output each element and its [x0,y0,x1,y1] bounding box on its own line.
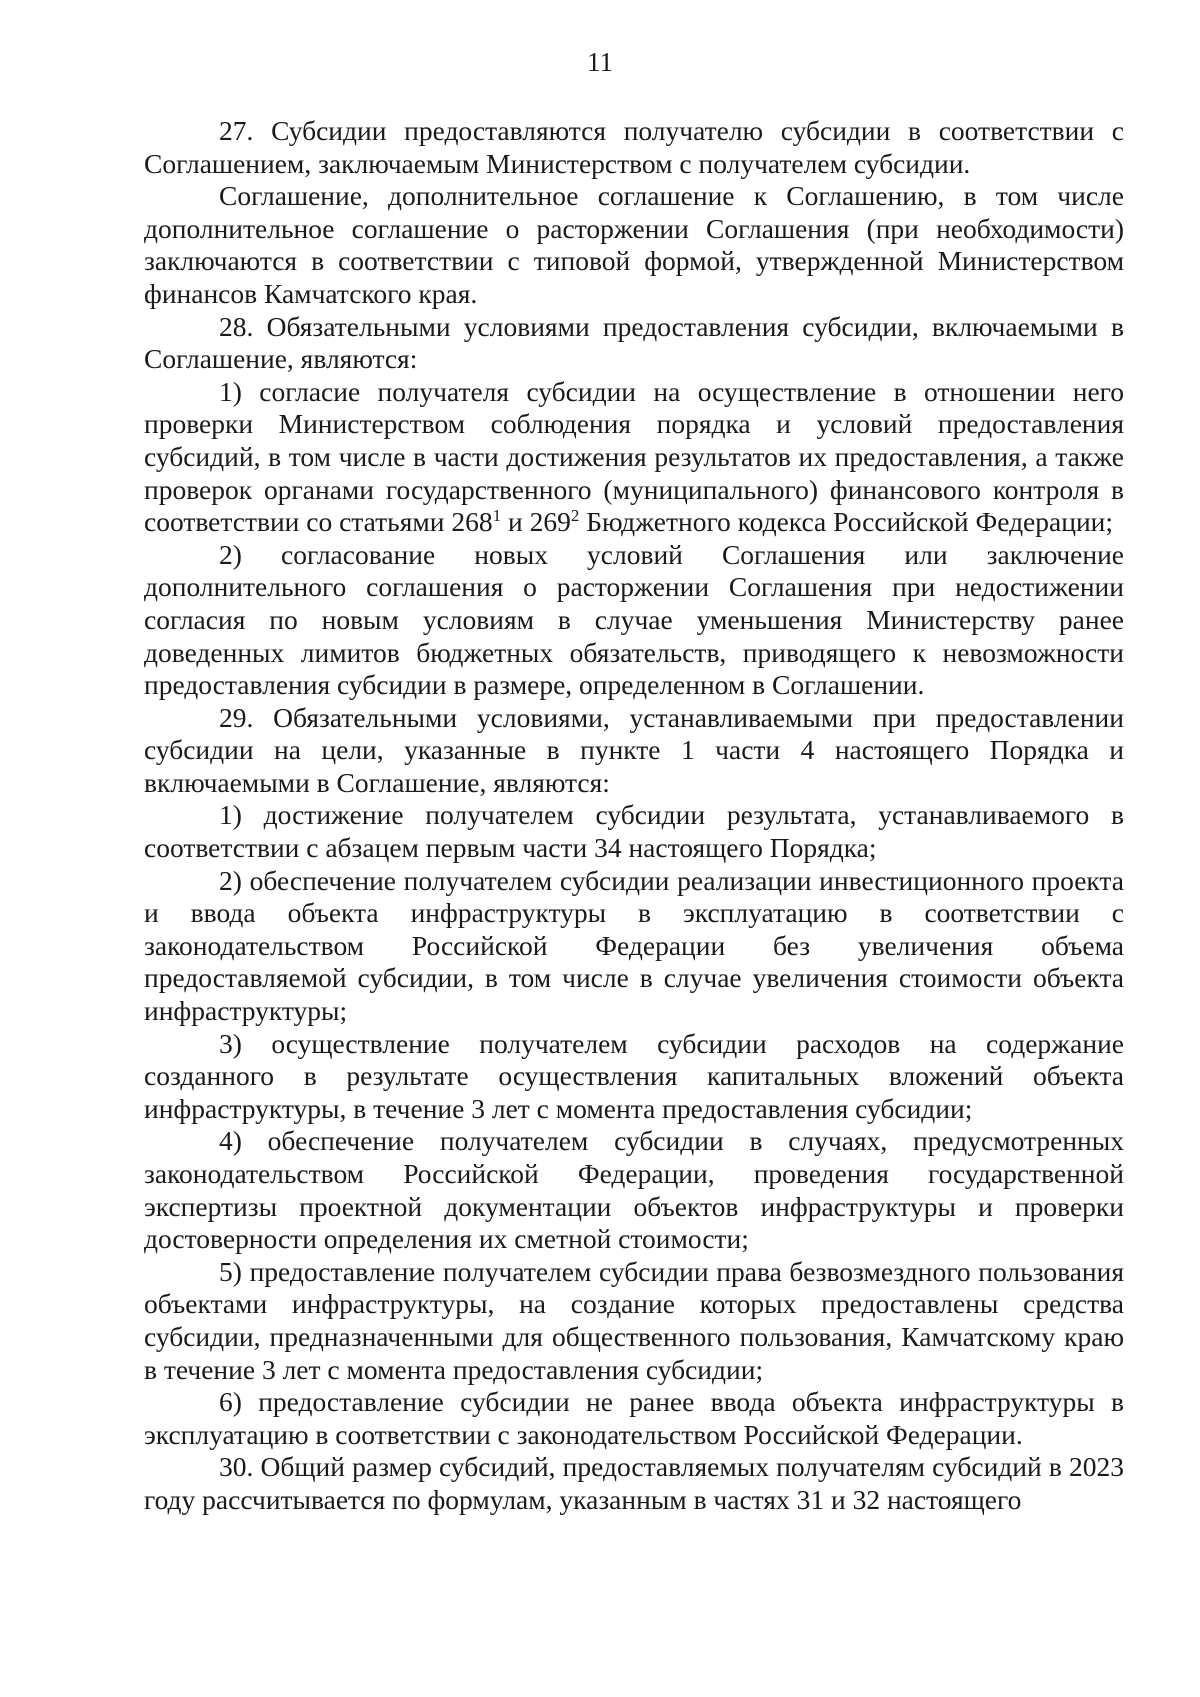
paragraph-28-item-1 [144,376,1124,539]
paragraph-27-agreement-form: Соглашение, дополнительное соглашение к Соглашению, в том числе дополнительное соглашение о расторжении Соглашения (при необходимости) заключаются в соответствии с типовой формой, утвержденной Министерством финансов Камчатского края. [144,180,1124,309]
paragraph-29-item-5: 5) предоставление получателем субсидии права безвозмездного пользования объектами инфраструктуры, на создание которых предоставлены средства субсидии, предназначенными для общественного пользования, Камчатскому краю в течение 3 лет с момента предоставления субсидии; [144,1255,1124,1385]
paragraph-29-item-2: 2) обеспечение получателем субсидии реализации инвестиционного проекта и ввода объекта инфраструктуры в эксплуатацию в соответствии с законодательством Российской Федерации без увеличения объема предоставляемой субсидии, в том числе в случае увеличения стоимости объекта инфраструктуры; [144,864,1124,1027]
paragraph-29-item-3: 3) осуществление получателем субсидии расходов на содержание созданного в результате осуществления капитальных вложений объекта инфраструктуры, в течение 3 лет с момента предоставления субсидии; [144,1027,1124,1124]
paragraph-28-item-2: 2) согласование новых условий Соглашения или заключение дополнительного соглашения о расторжении Соглашения при недостижении согласия по новым условиям в случае уменьшения Министерству ранее доведенных лимитов бюджетных обязательств, приводящего к невозможности предоставления субсидии в размере, определенном в Соглашении. [144,538,1124,701]
paragraph-29-item-4: 4) обеспечение получателем субсидии в случаях, предусмотренных законодательством Российской Федерации, проведения государственной экспертизы проектной документации объектов инфраструктуры и проверки достоверности определения их сметной стоимости; [144,1125,1124,1255]
footnote-superscript-2: 2 [570,505,580,525]
paragraph-29-item-6: 6) предоставление субсидии не ранее ввода объекта инфраструктуры в эксплуатацию в соответствии с законодательством Российской Федерации. [144,1386,1124,1450]
paragraph-28-item-1-text-b: и 269 [501,506,571,538]
page-number: 11 [587,47,613,77]
footnote-superscript-1: 1 [492,505,502,525]
paragraph-28: 28. Обязательными условиями предоставления субсидии, включаемыми в Соглашение, являются: [144,310,1124,375]
paragraph-29-item-1: 1) достижение получателем субсидии результата, устанавливаемого в соответствии с абзацем первым части 34 настоящего Порядка; [144,799,1124,864]
paragraph-27: 27. Субсидии предоставляются получателю субсидии в соответствии с Соглашением, заключаемым Министерством с получателем субсидии. [144,115,1124,179]
paragraph-28-item-1-text-a: 1) согласие получателя субсидии на осуществление в отношении него проверки Министерством соблюдения порядка и условий предоставления субсидий, в том числе в части достижения результатов их предоставления, а также проверок органами государственного (муниципального) финансового контроля в соответствии со статьями 268 [144,375,1124,538]
paragraph-30: 30. Общий размер субсидий, предоставляемых получателям субсидий в 2023 году рассчитывается по формулам, указанным в частях 31 и 32 настоящего [144,1451,1124,1515]
paragraph-29: 29. Обязательными условиями, устанавливаемыми при предоставлении субсидии на цели, указанные в пункте 1 части 4 настоящего Порядка и включаемыми в Соглашение, являются: [144,701,1124,798]
document-body [144,115,1124,1517]
paragraph-28-item-1-text-c: Бюджетного кодекса Российской Федерации; [579,506,1114,538]
